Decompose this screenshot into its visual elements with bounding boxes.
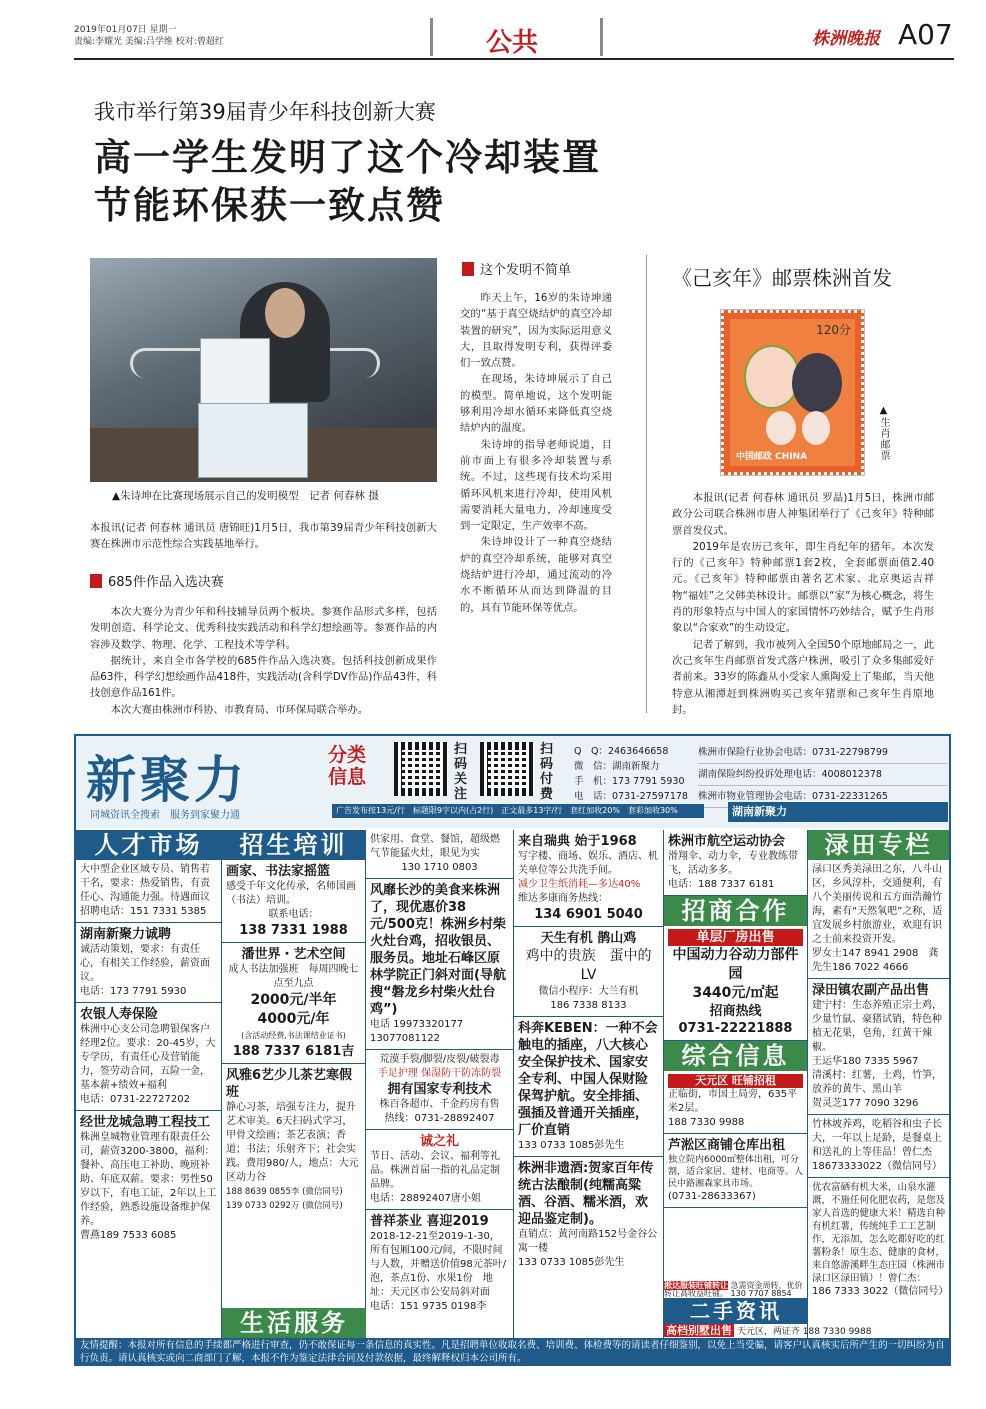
contact-line: 手 机：173 7791 5930	[574, 776, 685, 787]
ad-item	[366, 1210, 513, 1317]
subhead-2	[462, 259, 571, 278]
headline-line-2: 节能环保获一致点赞	[94, 184, 445, 227]
ad-item	[366, 879, 513, 1050]
ad-item	[808, 860, 949, 979]
classifieds-contact	[574, 744, 688, 804]
ad-text: 株洲皇城物业管理有限责任公司，薪资3200-3800，福利：餐补、高压电工补助、晚班补助、年底双薪。要求：男性50岁以下，有电工证，2年以上工作经验，熟悉设施设备维护保养。	[80, 1132, 217, 1227]
ad-text: 独立院内6000㎡整体出租，可分割，适合家居、建材、电商等。人民中路湘森家具市场。	[668, 1155, 804, 1189]
ad-phone: 罗女士147 8941 2908 龚先生186 7022 4666	[812, 948, 939, 973]
ad-text: 中国动力谷动力部件园	[672, 947, 799, 982]
ad-title: 高档别墅出售	[666, 1324, 732, 1337]
paragraph: 本次大赛分为青少年和科技辅导员两个板块。参赛作品形式多样，包括发明创造、科学论文、优秀科技实践活动和科学幻想绘画等。参赛作品的内容涉及数学、物理、化学、工程技术等学科。	[90, 606, 437, 651]
ad-phone: (0731-28633367)	[668, 1191, 756, 1202]
ad-text: 急需资金周转，优价转让高收益旺铺。	[664, 1281, 803, 1298]
ad-phone: 电话：151 9735 0198李	[370, 1301, 487, 1312]
paragraph: 昨天上午，16岁的朱诗坤递交的“基于真空烧结炉的真空冷却装置的研究”，因为实际运用意义大，且取得发明专利，获得评委们一致点赞。	[460, 292, 612, 370]
association-line: 湖南保险纠纷投诉处理电话：4008012378	[698, 764, 948, 786]
ad-phone: 曹燕189 7533 6085	[80, 1230, 177, 1241]
ad-title: 风雅6艺少儿茶艺寒假班	[226, 1068, 353, 1100]
ad-title: 普祥茶业 喜迎2019	[370, 1214, 489, 1229]
ad-phone: 188 7337 6181吉	[232, 1044, 355, 1059]
ad-text: 滑翔伞、动力伞，专业教练带飞，活动多多。	[668, 851, 798, 876]
subhead-2-text: 这个发明不简单	[480, 263, 572, 278]
ad-title: 来自瑞典 始于1968	[518, 834, 637, 849]
stamp-image	[721, 310, 864, 475]
ad-text: (含活动经费,书法课结业证书)	[241, 1031, 346, 1040]
ad-text: 直销点：黄河南路152号金谷公寓一楼	[518, 1229, 658, 1254]
ad-item	[664, 1134, 807, 1208]
ad-phone: 电话：28892407唐小姐	[370, 1193, 481, 1204]
column-lutian	[808, 830, 949, 1338]
ad-title: 芦淞区商铺仓库出租	[668, 1138, 786, 1153]
paragraph: 朱诗坤设计了一种真空烧结炉的真空冷却系统，能够对真空烧结炉进行冷却，通过流动的冷水不断循环从而达到降温的目的，具有节能环保等优点。	[460, 536, 612, 614]
category-general-info: 综合信息	[664, 1041, 807, 1071]
category-training: 招生培训	[222, 830, 365, 860]
paragraph: 记者了解到，我市被列入全国50个原地邮局之一，此次己亥年生肖邮票首发式落户株洲，吸引了众多集邮爱好者前来。33岁的陈鑫从小受家人熏陶爱上了集邮，当天他特意从湘潭赶到株洲购买己亥年猪票和己亥年生肖原地封。	[672, 638, 934, 716]
paragraph: 在现场，朱诗坤展示了自己的模型。简单地说，这个发明能够利用冷却水循环来降低真空烧结炉内的温度。	[460, 373, 612, 435]
stamp-artwork	[730, 319, 855, 466]
association-phones	[698, 742, 948, 808]
ad-item	[76, 923, 221, 1003]
ad-title: 画家、书法家摇篮	[226, 864, 331, 879]
ad-phone: 138 7331 1988	[239, 923, 348, 938]
stamp-brand: 中国邮政 CHINA	[736, 452, 808, 462]
ad-item	[514, 927, 663, 1017]
ad-phone: 134 6901 5040	[534, 907, 643, 922]
ad-text: 成人书法加强班 每周四晚七点至九点	[228, 964, 359, 989]
ad-phone: 133 0733 1085彭先生	[518, 1257, 625, 1268]
ad-item	[664, 830, 807, 896]
ad-text: 大中型企业区域专员、销售若干名，要求：热爱销售，有责任心、沟通能力强。待遇面议	[80, 864, 210, 903]
qr-code-icon[interactable]	[480, 742, 534, 796]
stamp-article-body	[672, 490, 934, 718]
divider	[430, 18, 433, 56]
classifieds-label: 分类信息	[328, 744, 367, 788]
headline-title	[94, 134, 601, 230]
ad-item	[76, 860, 221, 923]
ad-price: 2000元/半年	[250, 992, 337, 1008]
ad-text: 渌口区秀美渌田之东，八斗山区，乡风淳朴，交通便利，有八个美丽传说和五方面浩瀚竹海，素有“天然氧吧”之称，适宜发展乡村旅游业，欢迎有识之士前来投资开发。	[812, 864, 943, 945]
article-lead: 本报讯(记者 何春林 通讯员 唐锦旺)1月5日，我市第39届青少年科技创新大赛在株洲市示范性综合实践基地举行。	[90, 522, 437, 551]
divider	[600, 18, 603, 56]
ad-title: 渌田镇农副产品出售	[812, 983, 930, 998]
ad-text: 节日、活动、会议、福利等礼品。株洲首届一指的礼品定制品牌。	[370, 1151, 500, 1190]
ad-item	[76, 1003, 221, 1111]
paragraph: 据统计，来自全市各学校的685件作品入选决赛。包括科技创新成果作品63件，科学幻想绘画作品418件，实践活动(含科学DV作品)作品43件，科技创意作品161件。	[90, 654, 437, 700]
ad-text: 优农富硒有机大米，山泉水灌溉，不施任何化肥农药，是您及家人首选的健康大米！精选自种有机红薯，传统纯手工工艺制作，无添加，怎么吃都好吃的红薯粉条！原生态、健康的食材，来自悠游溪畔生态庄园（株洲市渌口区渌田镇）！曾仁杰：	[812, 1182, 946, 1284]
ad-phone: 招聘电话：151 7331 5385	[80, 906, 207, 917]
column-talent	[76, 830, 222, 1338]
classifieds-disclaimer: 友情提醒：本报对所有信息的手续都严格进行审查，仍不敢保证每一条信息的真实性。凡是招聘单位收取名费、培训费、体检费等的请读者仔细鉴别，以免上当受骗，请客户认真核实后所产生的一切纠纷为自行负责。请认真核实或向二商部门了解，本报不作为鉴定法律合同及付款依据，最终解释权归本公司所有。	[76, 1338, 949, 1366]
ad-text: 减少卫生纸消耗—多达40%	[518, 879, 641, 890]
ad-title: 单层厂房出售	[668, 929, 803, 946]
ad-title: 风靡长沙的美食来株洲了，现优惠价38元/500克！株洲乡村柴火灶台鸡，招收银员、服务员。地址石峰区原林学院正门斜对面(导航搜“磐龙乡村柴火灶台鸡”)	[370, 883, 506, 1017]
subhead-1	[90, 571, 224, 590]
paper-logo: 株洲晚报	[812, 29, 880, 49]
classifieds-header	[76, 736, 949, 828]
pricing-bar: 广告发布按13元/行 标题限9字以内(占2行) 正文最多13字/行 套红加收20% 套彩加收30%	[332, 804, 704, 818]
ad-phone: 188 7330 9988	[802, 1327, 872, 1337]
ad-item	[366, 1050, 513, 1130]
article-section-1	[90, 604, 437, 718]
qr-code-icon[interactable]	[394, 742, 448, 796]
ad-item-transfer	[664, 1282, 808, 1298]
ad-title: 潘世界・艺术空间	[241, 947, 346, 962]
ad-phone: 贺灵芝177 7090 3296	[812, 1098, 919, 1109]
ad-text: 手足护理 保湿防干防冻防裂	[377, 1068, 502, 1079]
contact-line: Q Q：2463646658	[574, 746, 669, 757]
column-5	[664, 830, 808, 1338]
contact-line: 电 话：0731-27597178	[574, 791, 688, 802]
ad-text: 微信小程序：大兰有机	[538, 986, 639, 997]
ad-phone: 188 8639 0855李 (微信同号) 139 0733 0292万 (微信同号)	[226, 1187, 343, 1211]
column-3	[366, 830, 514, 1338]
paragraph: 本次大赛由株洲市科协、市教育局、市环保局联合举办。	[110, 703, 369, 716]
ad-phone: 王运华180 7335 5967	[812, 1056, 919, 1067]
editor-credits: 责编:李耀光 美编:吕学维 校对:曾超红	[74, 37, 224, 47]
ad-item	[222, 1064, 365, 1216]
ad-text: 天元区，两证齐	[736, 1327, 800, 1337]
ad-phone: 130 1710 0803	[401, 862, 478, 873]
masthead-meta	[74, 24, 224, 48]
ad-item	[808, 979, 949, 1115]
ad-item	[514, 1017, 663, 1157]
ad-title: 湖南新聚力诚聘	[80, 927, 172, 942]
ad-phone: 电话：173 7791 5930	[80, 986, 187, 997]
category-secondhand: 二手资讯	[664, 1298, 808, 1324]
ad-title: 农银人寿保险	[80, 1007, 159, 1022]
ad-phone: 株百各超市、千金药房有售 热线：0731-28892407	[379, 1099, 510, 1124]
ad-text: 维达多康商务热线：	[518, 893, 608, 904]
ad-title: 经世龙城急聘工程技工	[80, 1115, 211, 1130]
ad-text: 诚活动策划，要求：有责任心，有相关工作经验，薪资面议。	[80, 944, 210, 983]
column-divider	[646, 255, 647, 713]
article-section-2	[460, 290, 612, 616]
ad-item	[808, 1115, 949, 1178]
ad-text: 供家用、食堂、餐馆，超级燃气节能猛火灶，眼见为实	[370, 834, 500, 859]
ad-item	[222, 860, 365, 943]
news-photo	[90, 258, 437, 482]
qr-follow-label: 扫码关注	[454, 742, 468, 802]
top-rule	[74, 58, 954, 60]
ad-title: 科奔KEBEN：一种不会触电的插座，八大核心安全保护技术、国家安全专利、中国人保财险保驾护航。安全排插、强插及普通开关插座，厂价直销	[518, 1021, 658, 1138]
stamp-value: 120分	[816, 323, 851, 337]
association-line: 株洲市保险行业协会电话：0731-22798799	[698, 742, 948, 764]
ad-phone: 130 7707 8854	[730, 1289, 792, 1298]
category-life-service: 生活服务	[222, 1308, 366, 1338]
ad-text: 株洲中心支公司急聘银保客户经理2位。要求：20-45岁，大专学历，有责任心及营销能力，签劳动合同，五险一金，基本薪+绩效+福利	[80, 1024, 216, 1091]
paragraph: 2019年是农历己亥年，即生肖纪年的猪年。本次发行的《己亥年》特种邮票1套2枚，全套邮票面值2.40元。《己亥年》特种邮票由著名艺术家、北京奥运吉祥物“福娃”之父韩美林设计。邮票以“家”为核心概念，将生肖的形象特点与中国人的家国情怀巧妙结合，赋予生肖形象以“合家欢”的生动设定。	[672, 540, 934, 635]
column-4	[514, 830, 664, 1338]
photo-device-base	[198, 403, 308, 478]
ad-item	[76, 1111, 221, 1246]
pig-icon	[792, 353, 842, 413]
ad-text: 竹林坡养鸡，吃稻谷和虫子长大，一年以上足龄，是餐桌上和送礼的上等佳品！曾仁杰18673333022（微信同号）	[812, 1119, 942, 1172]
ad-phone: 0731-22221888	[678, 1021, 793, 1036]
subhead-marker-icon	[462, 262, 474, 276]
ad-title: 拥有国家专利技术	[387, 1082, 492, 1097]
ad-title: 株洲市航空运动协会	[668, 834, 786, 849]
ad-item	[222, 943, 365, 1064]
ad-text: 感受千年文化传承，名师国画（书法）培训。	[226, 881, 356, 906]
hunan-xinjuli-bar: 湖南新聚力	[728, 802, 948, 822]
subhead-marker-icon	[90, 574, 102, 588]
ad-title: 株洲非遗酒:贺家百年传统古法酿制(纯糯高粱酒、谷酒、糯米酒，欢迎品鉴定制)。	[518, 1161, 654, 1227]
ad-phone: 186 7333 3022（微信同号）	[812, 1286, 949, 1297]
headline-kicker: 我市举行第39届青少年科技创新大赛	[94, 100, 436, 124]
ad-text: 2018-12-21至2019-1-30，所有包厢100元/间，不限时间与人数，并赠送价值98元茶叶/泡，茶点1份、水果1份 地址：天元区市公安局斜对面	[370, 1231, 507, 1298]
classifieds-slogan: 同城资讯全搜索 服务到家聚力通	[90, 810, 240, 821]
stamp-article-title: 《己亥年》邮票株洲首发	[672, 266, 892, 290]
ad-title: 天生有机 鹊山鸡	[540, 931, 637, 946]
headline-line-1: 高一学生发明了这个冷却装置	[94, 136, 601, 179]
ad-title: 诚之礼	[419, 1134, 459, 1149]
ad-price: 4000元/年	[257, 1011, 330, 1027]
piglet-icon	[802, 411, 830, 445]
photo-face	[265, 288, 305, 338]
ad-text: 荒漠手裂/脚裂/皮裂/破裂毒	[379, 1054, 500, 1065]
photo-caption: ▲朱诗坤在比赛现场展示自己的发明模型 记者 何春林 摄	[112, 490, 379, 502]
ad-phone: 电话 19973320177 13077081122	[370, 1019, 474, 1044]
issue-date: 2019年01月07日 星期一	[74, 25, 177, 35]
ad-item	[366, 830, 513, 879]
ad-item	[664, 1071, 807, 1134]
ad-text: 静心习茶，培强专注力，提升艺术审美。6天扫码式学习，甲骨文绘画；茶艺表演；香道；书法；乐射齐下；社会实践。费用980/人，地点：大元区动力谷	[226, 1102, 359, 1183]
column-training	[222, 830, 366, 1338]
contact-line: 微 信：湖南新聚力	[574, 761, 660, 772]
ad-item	[514, 1157, 663, 1273]
category-investment: 招商合作	[664, 896, 807, 926]
category-talent: 人才市场	[76, 830, 221, 860]
section-title: 公共	[486, 28, 539, 58]
ad-phone: 186 7338 8133	[550, 1000, 627, 1011]
ad-text: 鸡中的贵族 蛋中的LV	[525, 948, 652, 983]
ad-phone: 电话：0731-22727202	[80, 1094, 190, 1105]
qr-pay-label: 扫码付费	[540, 742, 554, 802]
ad-phone: 188 7330 9988	[668, 1117, 745, 1128]
association-line: 株洲市物业管理协会电话：0731-22331265	[698, 786, 948, 808]
ad-price: 3440元/㎡起	[692, 985, 779, 1001]
category-lutian: 渌田专栏	[808, 830, 949, 860]
ad-title: 淞达服装旺铺转让	[664, 1281, 728, 1290]
ad-text: 建宁村：生态养殖正宗土鸡，少量竹鼠、豪猪试销，特色种植无花果，皂角，红黄干辣椒。	[812, 1000, 942, 1053]
ad-phone: 电话：188 7337 6181	[668, 879, 775, 890]
subhead-1-text: 685件作品入选决赛	[108, 575, 224, 590]
ad-text: 写字楼、商场、娱乐、酒店、机关单位等公共洗手间。	[518, 851, 658, 876]
stamp-caption: ▲生肖邮票	[878, 405, 889, 461]
piglet-icon	[766, 411, 796, 445]
ad-title: 天元区 旺铺招租	[668, 1074, 803, 1088]
ad-text: 招商热线	[709, 1004, 762, 1019]
paragraph: 朱诗坤的指导老师说道，目前市面上有很多冷却装置与系统。不过，这些现有技术均采用循环风机来进行冷却，使用风机需要消耗大量电力，冷却速度受到一定限定，生产效率不高。	[460, 438, 612, 533]
ad-text: 联系电话：	[268, 909, 319, 920]
ad-item	[514, 830, 663, 927]
ad-item	[664, 926, 807, 1041]
ad-item-secondhand	[664, 1324, 872, 1338]
ad-item	[808, 1178, 949, 1302]
ad-text: 正临街，市国土局旁，635平米2层。	[668, 1089, 798, 1114]
classifieds-section	[74, 734, 951, 1366]
page-number: A07	[898, 18, 953, 51]
paragraph: 本报讯(记者 何春林 通讯员 罗晶)1月5日，株洲市邮政分公司联合株洲市唐人神集团举行了《己亥年》特种邮票首发仪式。	[672, 492, 934, 537]
classifieds-brand: 新聚力	[86, 750, 248, 809]
ad-phone: 133 0733 1085彭先生	[518, 1140, 625, 1151]
ad-item	[366, 1130, 513, 1210]
ad-text: 清溪村：红薯，土鸡，竹笋，放养的黄牛、黑山羊	[812, 1070, 942, 1095]
